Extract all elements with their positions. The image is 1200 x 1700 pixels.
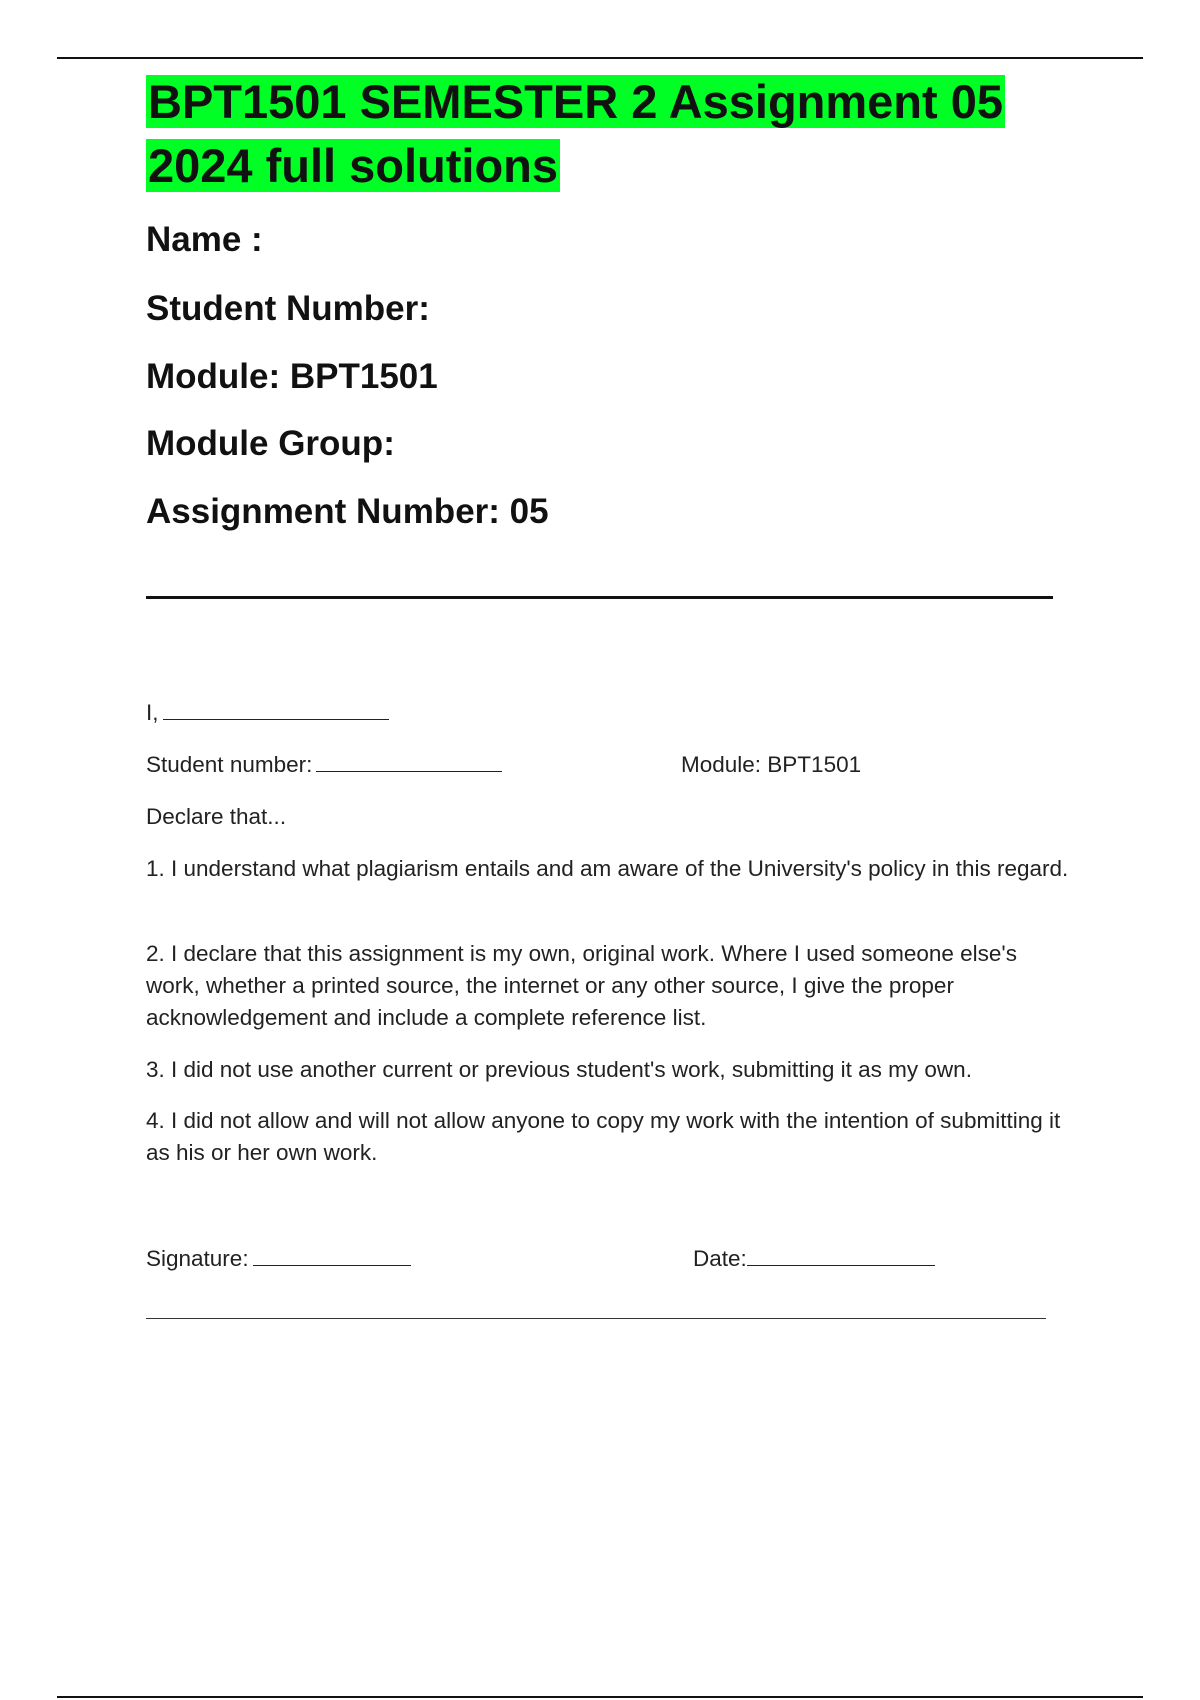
name-field-label: Name :: [146, 220, 263, 259]
student-number-line: [146, 749, 502, 781]
signature-label: Signature:: [146, 1246, 249, 1271]
signature-blank[interactable]: [253, 1247, 411, 1266]
module-field-label: Module: BPT1501: [146, 357, 438, 396]
signature-line: [146, 1243, 411, 1275]
declarant-label: I,: [146, 700, 159, 725]
declarant-line: [146, 697, 389, 729]
declaration-module-label: Module: BPT1501: [681, 752, 862, 777]
bottom-rule: [57, 1696, 1143, 1698]
title-highlight: BPT1501 SEMESTER 2 Assignment 05 2024 full solutions: [148, 75, 1003, 192]
date-blank[interactable]: [747, 1247, 935, 1266]
date-label: Date:: [693, 1246, 747, 1271]
declarant-name-blank[interactable]: [163, 701, 389, 720]
declare-that-text: Declare that...: [146, 804, 287, 829]
declaration-item-3: 3. I did not use another current or previous student's work, submitting it as my own.: [146, 1057, 972, 1082]
student-number-field-label: Student Number:: [146, 289, 430, 328]
student-number-label: Student number:: [146, 752, 313, 777]
document-title: [146, 70, 1046, 198]
header-fill-line: [146, 596, 1053, 599]
declaration-item-2: 2. I declare that this assignment is my own, original work. Where I used someone else's work, whether a printed source, the internet or any other source, I give the proper acknowledgement and include a complete reference list.: [146, 941, 1017, 1030]
module-group-field-label: Module Group:: [146, 424, 395, 463]
signature-separator-line: [146, 1318, 1046, 1319]
declaration-item-1: 1. I understand what plagiarism entails and am aware of the University's policy in this regard.: [146, 856, 1069, 881]
declaration-item-4: 4. I did not allow and will not allow anyone to copy my work with the intention of submitting it as his or her own work.: [146, 1108, 1061, 1165]
date-line: [693, 1243, 935, 1275]
top-rule: [57, 57, 1143, 59]
assignment-number-field-label: Assignment Number: 05: [146, 492, 549, 531]
student-number-blank[interactable]: [316, 753, 502, 772]
